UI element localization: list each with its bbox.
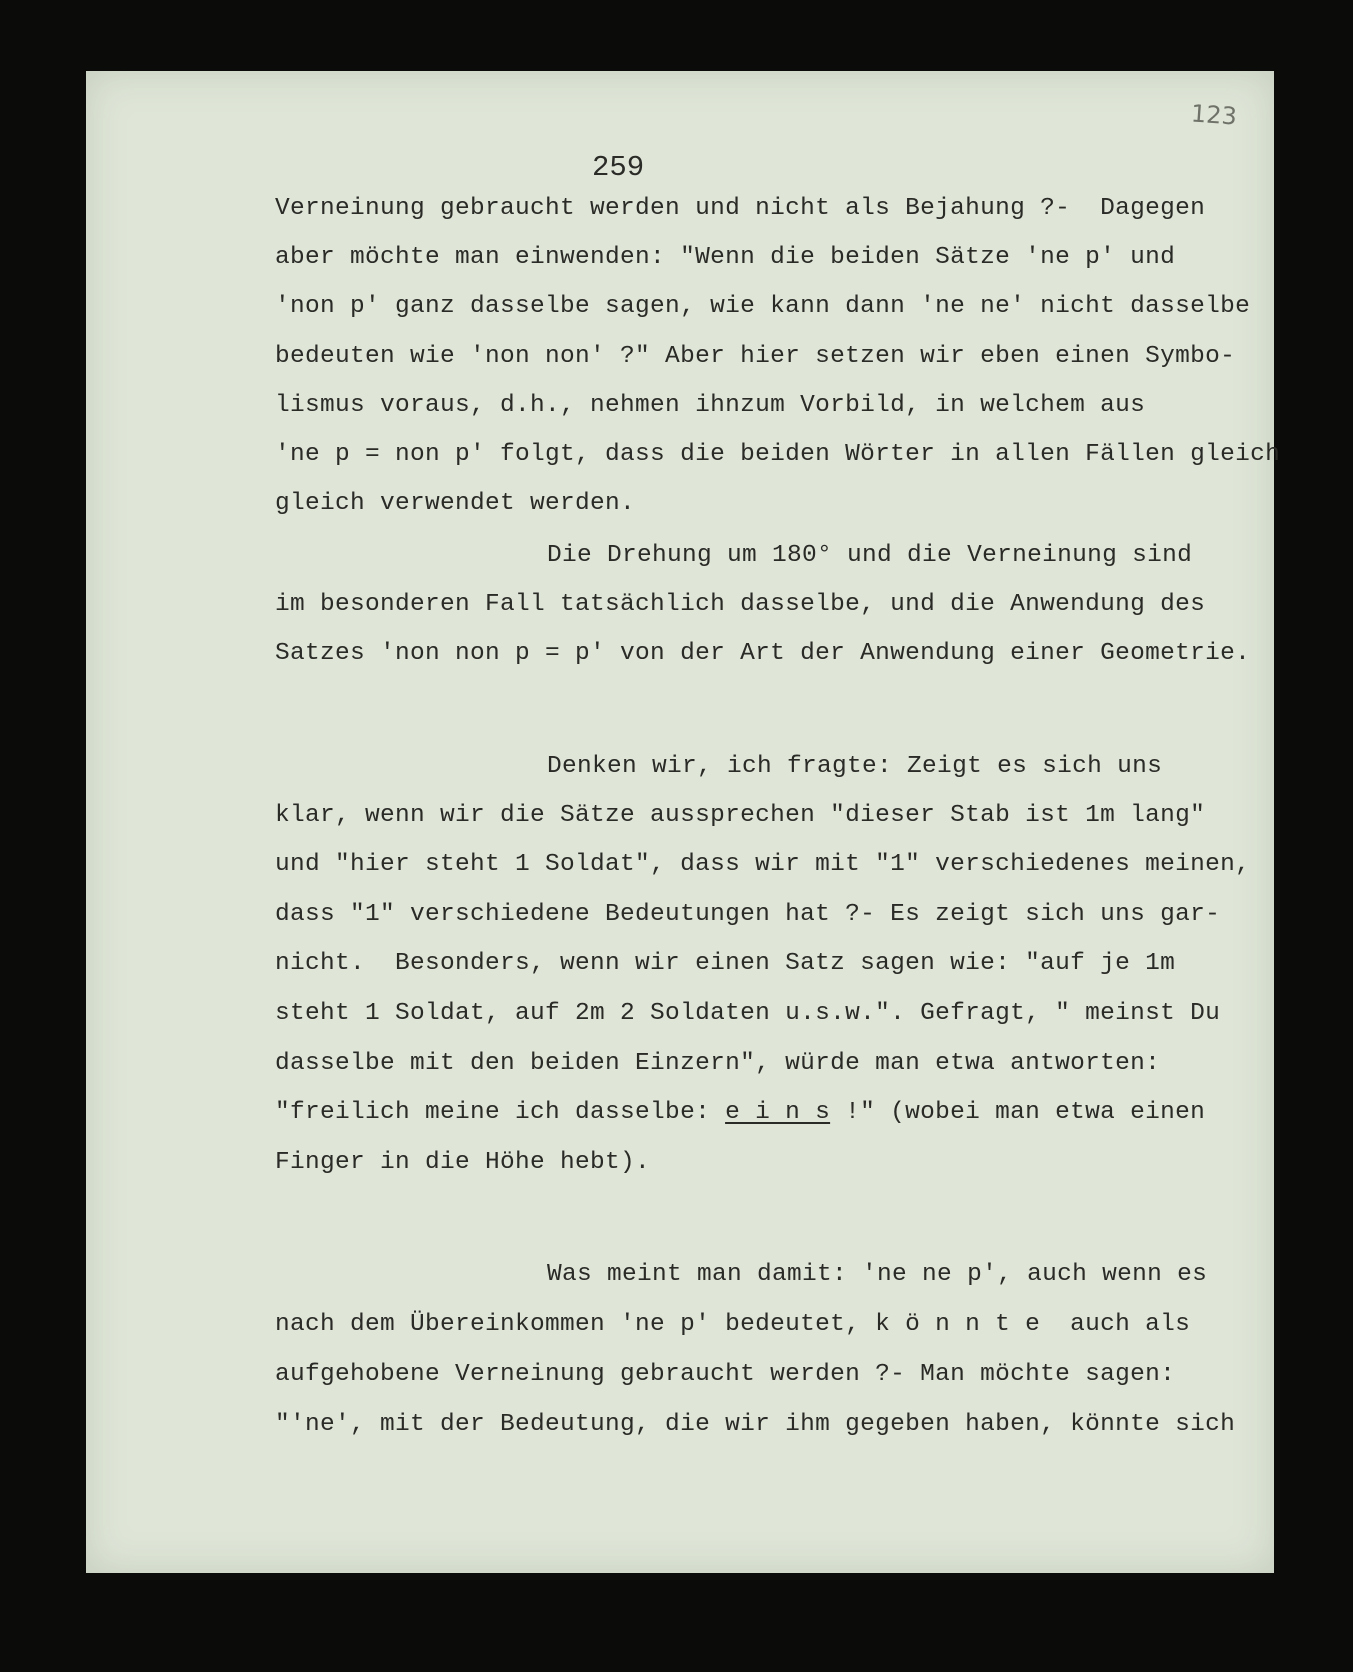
- text-line: dass "1" verschiedene Bedeutungen hat ?- Es zeigt sich uns gar-: [275, 901, 1221, 928]
- text-line: Denken wir, ich fragte: Zeigt es sich uns: [547, 753, 1163, 780]
- text-line: [275, 1099, 1205, 1126]
- text-line: Verneinung gebraucht werden und nicht als Bejahung ?- Dagegen: [275, 195, 1206, 222]
- text-line: gleich verwendet werden.: [275, 490, 636, 517]
- text-line: nicht. Besonders, wenn wir einen Satz sagen wie: "auf je 1m: [275, 950, 1176, 977]
- text-line: 'ne p = non p' folgt, dass die beiden Wörter in allen Fällen gleich: [275, 441, 1281, 468]
- text-segment: !" (wobei man etwa einen: [830, 1099, 1206, 1126]
- page-number: 259: [592, 151, 645, 184]
- underlined-emphasis: e i n s: [725, 1099, 831, 1126]
- text-line: dasselbe mit den beiden Einzern", würde man etwa antworten:: [275, 1050, 1161, 1077]
- text-line: Was meint man damit: 'ne ne p', auch wenn es: [547, 1261, 1208, 1288]
- text-line: "'ne', mit der Bedeutung, die wir ihm gegeben haben, könnte sich: [275, 1411, 1236, 1438]
- text-line: bedeuten wie 'non non' ?" Aber hier setzen wir eben einen Symbo-: [275, 343, 1236, 370]
- text-line: klar, wenn wir die Sätze aussprechen "dieser Stab ist 1m lang": [275, 802, 1206, 829]
- text-line: aber möchte man einwenden: "Wenn die beiden Sätze 'ne p' und: [275, 244, 1176, 271]
- text-line: lismus voraus, d.h., nehmen ihnzum Vorbild, in welchem aus: [275, 392, 1146, 419]
- text-line: Die Drehung um 180° und die Verneinung sind: [547, 542, 1193, 569]
- text-line: im besonderen Fall tatsächlich dasselbe, und die Anwendung des: [275, 591, 1206, 618]
- text-line: steht 1 Soldat, auf 2m 2 Soldaten u.s.w.". Gefragt, " meinst Du: [275, 1000, 1221, 1027]
- text-segment: "freilich meine ich dasselbe:: [275, 1099, 726, 1126]
- text-line: und "hier steht 1 Soldat", dass wir mit "1" verschiedenes meinen,: [275, 851, 1251, 878]
- text-line: 'non p' ganz dasselbe sagen, wie kann dann 'ne ne' nicht dasselbe: [275, 293, 1251, 320]
- pencil-folio-number: 123: [1190, 99, 1238, 131]
- text-line: Finger in die Höhe hebt).: [275, 1149, 651, 1176]
- text-line: Satzes 'non non p = p' von der Art der Anwendung einer Geometrie.: [275, 640, 1251, 667]
- text-line: nach dem Übereinkommen 'ne p' bedeutet, k ö n n t e auch als: [275, 1311, 1191, 1338]
- typewritten-page: [86, 71, 1281, 1573]
- text-line: aufgehobene Verneinung gebraucht werden ?- Man möchte sagen:: [275, 1361, 1176, 1388]
